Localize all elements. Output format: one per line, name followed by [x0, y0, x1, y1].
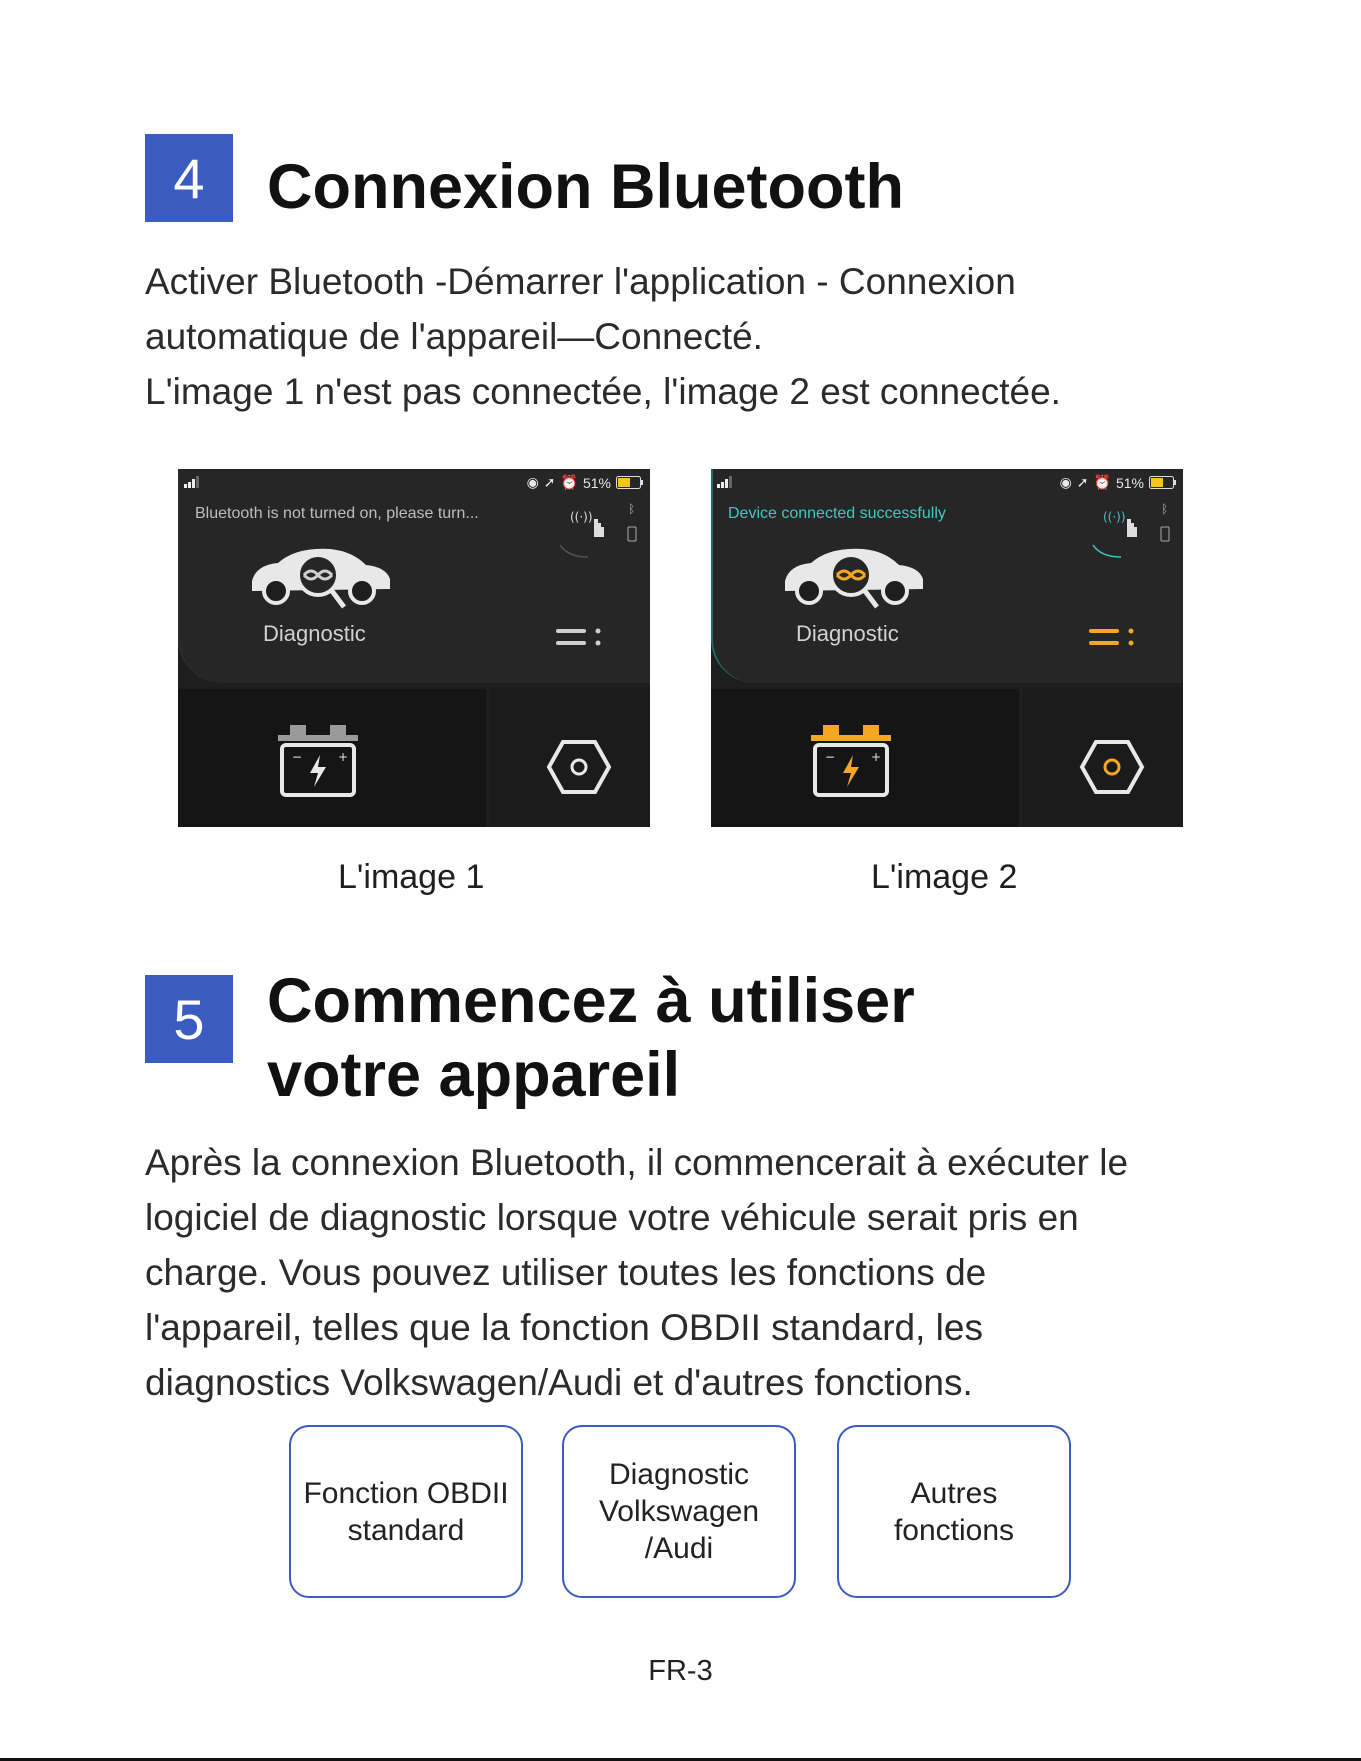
function-label-line: fonctions: [893, 1513, 1015, 1547]
diagnostic-label: Diagnostic: [263, 621, 366, 646]
section-number: 4: [173, 146, 205, 210]
section-number-badge: [145, 975, 233, 1063]
menu-icon[interactable]: [1089, 627, 1139, 651]
alarm-icon: ⏰: [560, 474, 578, 490]
svg-text:+: +: [338, 750, 349, 764]
function-label-line: standard: [347, 1513, 465, 1547]
paragraph-line: diagnostics Volkswagen/Audi et d'autres fonctions.: [145, 1362, 973, 1403]
signal-icon: [717, 476, 739, 488]
car-diagnostic-icon: [777, 539, 927, 619]
settings-hex-icon: [1079, 739, 1145, 795]
function-box-vag: [562, 1425, 796, 1598]
paragraph-line: Après la connexion Bluetooth, il commencerait à exécuter le: [145, 1142, 1129, 1183]
function-box-other: [837, 1425, 1071, 1598]
app-screenshot-connected: [711, 469, 1183, 827]
location-icon: ➚: [543, 474, 556, 490]
paragraph-line: l'appareil, telles que la fonction OBDII standard, les: [145, 1307, 983, 1348]
paragraph-line: automatique de l'appareil—Connecté.: [145, 316, 763, 357]
battery-percent: 51%: [1115, 474, 1144, 491]
function-label-line: Autres: [910, 1476, 998, 1510]
app-screenshot-disconnected: [178, 469, 650, 827]
section-number: 5: [173, 987, 205, 1051]
location-icon: ➚: [1076, 474, 1089, 490]
svg-text:−: −: [292, 750, 303, 764]
alarm-icon: ⏰: [1093, 474, 1111, 490]
lock-rotation-icon: ◉: [526, 474, 539, 490]
paragraph-line: charge. Vous pouvez utiliser toutes les fonctions de: [145, 1252, 987, 1293]
usage-paragraph: [145, 1135, 1128, 1410]
svg-text:ᛒ: ᛒ: [1161, 502, 1169, 516]
page-number: FR-3: [648, 1655, 713, 1687]
bluetooth-connect-icon[interactable]: [558, 499, 650, 559]
function-label-line: Diagnostic: [608, 1458, 750, 1491]
function-label-line: /Audi: [644, 1532, 714, 1565]
image-caption: L'image 1: [338, 858, 485, 896]
image-caption: L'image 2: [871, 858, 1018, 896]
battery-icon: [616, 476, 644, 489]
battery-icon: [1149, 476, 1177, 489]
signal-icon: [184, 476, 206, 488]
svg-text:((·)): ((·)): [570, 510, 593, 524]
svg-text:−: −: [825, 750, 836, 764]
bluetooth-connect-icon[interactable]: [1091, 499, 1183, 559]
section-heading: Connexion Bluetooth: [267, 152, 904, 222]
function-box-obdii: [289, 1425, 523, 1598]
intro-paragraph: [145, 254, 1061, 419]
car-battery-icon: [278, 725, 358, 799]
paragraph-line: L'image 1 n'est pas connectée, l'image 2 est connectée.: [145, 371, 1061, 412]
status-bar: [527, 474, 644, 491]
status-bar: [1060, 474, 1177, 491]
car-battery-icon: [811, 725, 891, 799]
paragraph-line: Activer Bluetooth -Démarrer l'application - Connexion: [145, 261, 1016, 302]
battery-percent: 51%: [582, 474, 611, 491]
function-label-line: Volkswagen: [598, 1495, 760, 1528]
settings-hex-icon: [546, 739, 612, 795]
connection-message: Bluetooth is not turned on, please turn...: [195, 505, 479, 522]
heading-line: votre appareil: [267, 1040, 681, 1110]
section-heading: [267, 964, 915, 1112]
svg-text:ᛒ: ᛒ: [628, 502, 636, 516]
connection-message: Device connected successfully: [728, 505, 946, 522]
diagnostic-label: Diagnostic: [796, 621, 899, 646]
car-diagnostic-icon: [244, 539, 394, 619]
heading-line: Commencez à utiliser: [267, 966, 915, 1036]
svg-text:+: +: [871, 750, 882, 764]
svg-text:((·)): ((·)): [1103, 510, 1126, 524]
menu-icon[interactable]: [556, 627, 606, 651]
section-number-badge: [145, 134, 233, 222]
lock-rotation-icon: ◉: [1059, 474, 1072, 490]
paragraph-line: logiciel de diagnostic lorsque votre véhicule serait pris en: [145, 1197, 1079, 1238]
function-label-line: Fonction OBDII: [303, 1476, 509, 1510]
